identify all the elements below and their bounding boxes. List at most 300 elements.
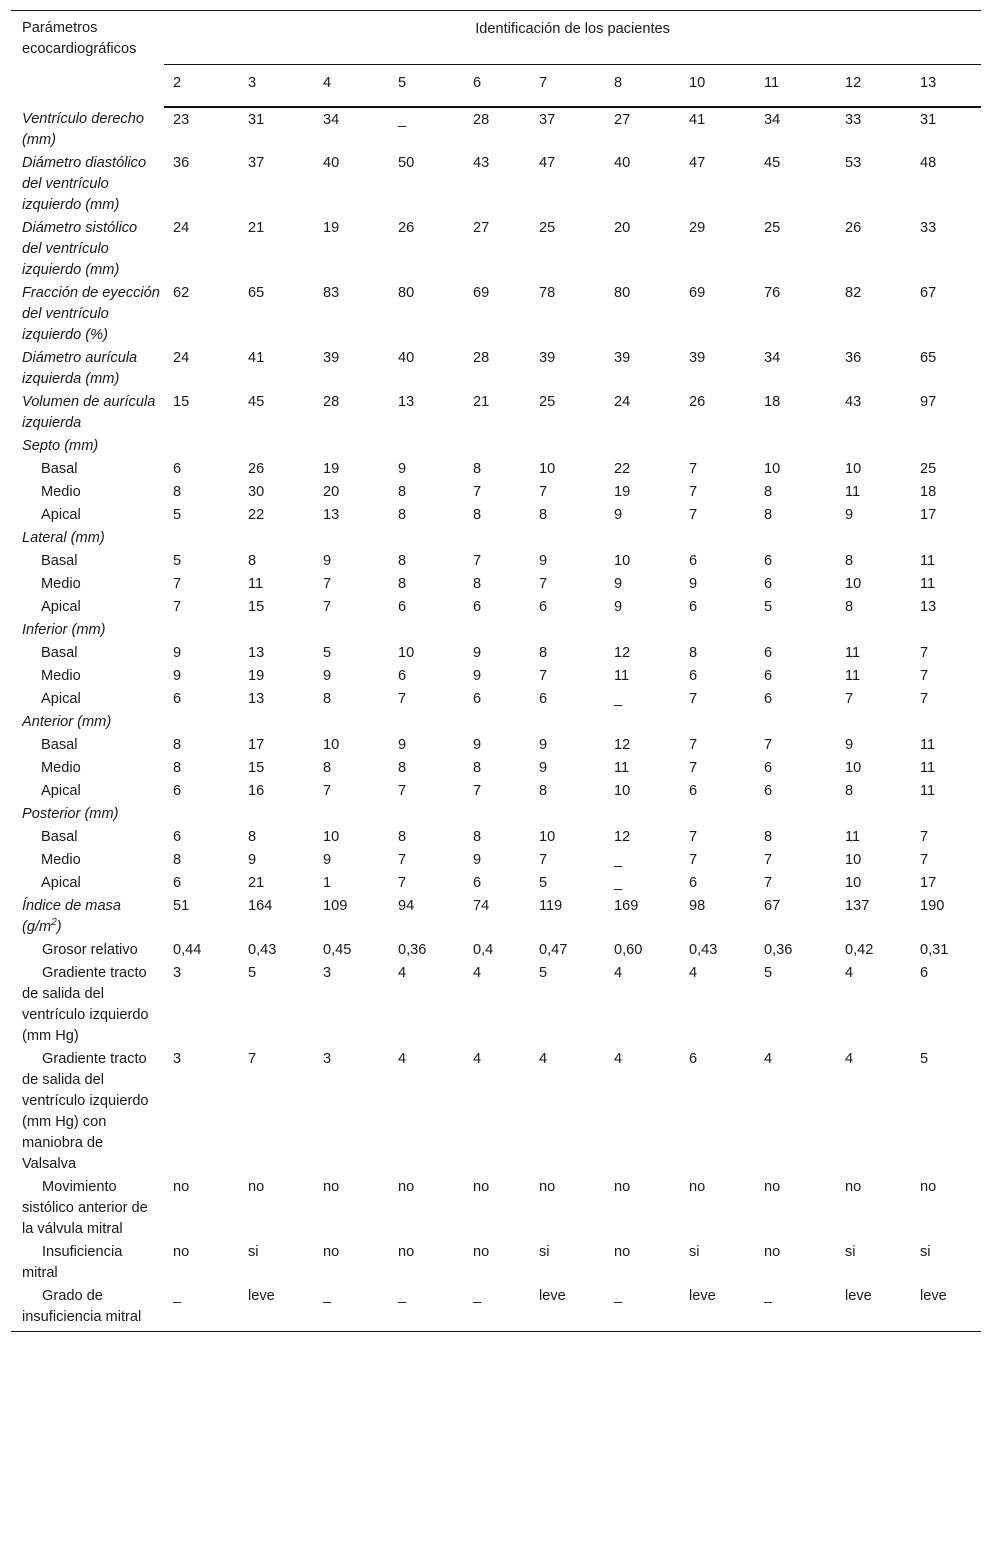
cell-value: 69 xyxy=(689,285,706,301)
cell-value: 0,44 xyxy=(173,942,202,958)
cell-value: 18 xyxy=(920,484,937,500)
cell-value: 34 xyxy=(764,350,781,366)
cell-value: 8 xyxy=(473,461,482,477)
table-row xyxy=(11,457,981,480)
cell-value: 7 xyxy=(539,852,548,868)
row-label-text: Apical xyxy=(41,783,81,799)
cell-value: 80 xyxy=(398,285,415,301)
cell-value: 11 xyxy=(920,737,936,753)
cell-value: 65 xyxy=(920,350,937,366)
row-label xyxy=(11,107,164,151)
cell-value: 15 xyxy=(248,760,265,776)
patient-id-header: 7 xyxy=(530,65,605,108)
cell-value: 37 xyxy=(248,155,265,171)
cell-value: 0,43 xyxy=(689,942,718,958)
row-label-text: Medio xyxy=(41,760,81,776)
cell-value: 7 xyxy=(248,1051,257,1067)
cell-value: 6 xyxy=(173,875,182,891)
cell-value: _ xyxy=(614,875,623,891)
cell-value: _ xyxy=(464,1284,530,1332)
cell-value: 164 xyxy=(248,898,273,914)
row-label-text: Volumen de aurícula izquierda xyxy=(22,394,156,431)
cell-value: 6 xyxy=(689,599,698,615)
table-row xyxy=(11,390,981,434)
cell-value: 6 xyxy=(398,668,407,684)
row-label xyxy=(11,434,164,457)
cell-value: 41 xyxy=(248,350,265,366)
cell-value: 5 xyxy=(323,645,332,661)
cell-value: 9 xyxy=(473,852,482,868)
cell-value: 8 xyxy=(473,760,482,776)
cell-value: 40 xyxy=(323,155,340,171)
cell-value: 7 xyxy=(539,484,548,500)
cell-value: 37 xyxy=(539,112,556,128)
cell-value: 39 xyxy=(689,350,706,366)
cell-value: 7 xyxy=(764,875,773,891)
cell-value: 109 xyxy=(323,898,348,914)
row-label xyxy=(11,595,164,618)
cell-value: 0,60 xyxy=(614,942,643,958)
cell-value: 10 xyxy=(845,875,862,891)
row-label-text: Fracción de eyección del ventrículo izquierdo (%) xyxy=(22,285,160,343)
cell-value: 9 xyxy=(173,668,182,684)
cell-value: 98 xyxy=(689,898,706,914)
cell-value: 25 xyxy=(920,461,937,477)
cell-value: 8 xyxy=(173,737,182,753)
cell-value: 48 xyxy=(920,155,937,171)
cell-value: 47 xyxy=(689,155,706,171)
table-row xyxy=(11,1175,981,1240)
header-row xyxy=(11,11,981,65)
cell-value: 3 xyxy=(173,965,182,981)
row-label xyxy=(11,848,164,871)
cell-value: 39 xyxy=(539,350,556,366)
cell-value: 8 xyxy=(398,507,407,523)
cell-value: 8 xyxy=(248,553,257,569)
cell-value: 9 xyxy=(323,852,332,868)
cell-value: no xyxy=(323,1179,340,1195)
cell-value: _ xyxy=(614,691,623,707)
cell-value: no xyxy=(398,1244,415,1260)
cell-value: 169 xyxy=(614,898,639,914)
row-label xyxy=(11,480,164,503)
cell-value: 0,47 xyxy=(539,942,568,958)
table-row xyxy=(11,664,981,687)
cell-value: 4 xyxy=(845,1051,854,1067)
cell-value: 33 xyxy=(845,112,862,128)
row-label xyxy=(11,664,164,687)
cell-value: no xyxy=(398,1179,415,1195)
cell-value: 26 xyxy=(248,461,265,477)
row-label-text: Apical xyxy=(41,507,81,523)
cell-value: 4 xyxy=(539,1051,548,1067)
row-label xyxy=(11,390,164,434)
cell-value: 65 xyxy=(248,285,265,301)
row-label-text: Gradiente tracto de salida del ventrículo izquierdo (mm Hg) con maniobra de Valsalva xyxy=(22,1051,149,1172)
cell-value: 9 xyxy=(845,507,854,523)
cell-value: 45 xyxy=(764,155,781,171)
cell-value: 19 xyxy=(323,461,340,477)
cell-value: 39 xyxy=(323,350,340,366)
cell-value: 27 xyxy=(614,112,631,128)
cell-value: 21 xyxy=(248,875,265,891)
cell-value: 6 xyxy=(398,599,407,615)
row-label xyxy=(11,1284,164,1332)
cell-value: 5 xyxy=(173,553,182,569)
table-row xyxy=(11,871,981,894)
section-row xyxy=(11,710,981,733)
cell-value: 11 xyxy=(920,760,936,776)
cell-value: 9 xyxy=(473,668,482,684)
cell-value: 0,4 xyxy=(473,942,494,958)
table-row xyxy=(11,595,981,618)
cell-value: 8 xyxy=(398,829,407,845)
row-label xyxy=(11,802,164,825)
table-row xyxy=(11,503,981,526)
row-label-text: Medio xyxy=(41,668,81,684)
cell-value: 3 xyxy=(323,965,332,981)
cell-value: 17 xyxy=(920,507,937,523)
cell-value: 12 xyxy=(614,829,631,845)
cell-value: 53 xyxy=(845,155,862,171)
row-label-text: Grosor relativo xyxy=(42,942,138,958)
cell-value: 8 xyxy=(473,829,482,845)
cell-value: 7 xyxy=(323,783,332,799)
cell-value: si xyxy=(920,1244,931,1260)
cell-value: no xyxy=(248,1179,265,1195)
table-row xyxy=(11,779,981,802)
table-row xyxy=(11,151,981,216)
cell-value: leve xyxy=(239,1284,314,1332)
cell-value: 7 xyxy=(689,691,698,707)
row-label xyxy=(11,526,164,549)
table-row xyxy=(11,1240,981,1284)
row-label-text: Basal xyxy=(41,829,78,845)
cell-value: 43 xyxy=(845,394,862,410)
cell-value: 10 xyxy=(764,461,781,477)
cell-value: 6 xyxy=(764,783,773,799)
row-label xyxy=(11,503,164,526)
cell-value: 7 xyxy=(920,852,929,868)
cell-value: 3 xyxy=(323,1051,332,1067)
cell-value: leve xyxy=(836,1284,911,1332)
cell-value: 8 xyxy=(764,484,773,500)
cell-value: 82 xyxy=(845,285,862,301)
cell-value: 10 xyxy=(323,737,340,753)
table-row xyxy=(11,480,981,503)
row-label-text: Insuficiencia mitral xyxy=(22,1244,123,1281)
cell-value: 6 xyxy=(764,553,773,569)
cell-value: 6 xyxy=(764,668,773,684)
cell-value: 12 xyxy=(614,737,631,753)
cell-value: 4 xyxy=(689,965,698,981)
row-label xyxy=(11,1047,164,1175)
table-row xyxy=(11,1284,981,1332)
cell-value: 9 xyxy=(323,668,332,684)
cell-value: 6 xyxy=(473,599,482,615)
cell-value: si xyxy=(248,1244,259,1260)
row-label xyxy=(11,825,164,848)
cell-value: 6 xyxy=(764,760,773,776)
cell-value: 9 xyxy=(398,461,407,477)
cell-value: 9 xyxy=(614,599,623,615)
cell-value: 4 xyxy=(473,1051,482,1067)
cell-value: 10 xyxy=(539,829,556,845)
cell-value: 6 xyxy=(173,461,182,477)
row-label-text: Inferior (mm) xyxy=(22,622,106,638)
cell-value: 9 xyxy=(539,553,548,569)
cell-value: 67 xyxy=(764,898,781,914)
cell-value: 45 xyxy=(248,394,265,410)
section-row xyxy=(11,526,981,549)
cell-value: _ xyxy=(314,1284,389,1332)
cell-value: 41 xyxy=(689,112,706,128)
table-row xyxy=(11,961,981,1047)
cell-value: 23 xyxy=(173,112,190,128)
cell-value: 5 xyxy=(539,875,548,891)
row-label-text: Apical xyxy=(41,691,81,707)
row-label-text: Gradiente tracto de salida del ventrículo izquierdo (mm Hg) xyxy=(22,965,149,1044)
row-label-text: Anterior (mm) xyxy=(22,714,112,730)
echo-parameters-table xyxy=(11,10,981,1332)
cell-value: 5 xyxy=(248,965,257,981)
cell-value: 10 xyxy=(614,553,631,569)
cell-value: 7 xyxy=(173,576,182,592)
cell-value: 29 xyxy=(689,220,706,236)
cell-value: 4 xyxy=(764,1051,773,1067)
cell-value: 7 xyxy=(764,737,773,753)
row-label xyxy=(11,687,164,710)
cell-value: no xyxy=(920,1179,937,1195)
table-body xyxy=(11,107,981,1332)
section-row xyxy=(11,434,981,457)
row-label-text: Medio xyxy=(41,576,81,592)
cell-value: 9 xyxy=(689,576,698,592)
cell-value: 11 xyxy=(845,484,861,500)
cell-value: 11 xyxy=(614,760,630,776)
cell-value: 6 xyxy=(920,965,929,981)
cell-value: 8 xyxy=(539,645,548,661)
cell-value: 25 xyxy=(539,220,556,236)
cell-value: 119 xyxy=(539,898,563,914)
row-label-text: Índice de masa (g/m xyxy=(22,898,121,935)
cell-value: 7 xyxy=(689,737,698,753)
cell-value: 8 xyxy=(473,576,482,592)
cell-value: 9 xyxy=(473,645,482,661)
cell-value: 4 xyxy=(845,965,854,981)
cell-value: 6 xyxy=(689,1051,698,1067)
row-label-text: Diámetro aurícula izquierda (mm) xyxy=(22,350,138,387)
cell-value: no xyxy=(173,1179,190,1195)
cell-value: 15 xyxy=(248,599,265,615)
cell-value: 4 xyxy=(398,965,407,981)
cell-value: 97 xyxy=(920,394,937,410)
row-label xyxy=(11,457,164,480)
cell-value: 19 xyxy=(248,668,265,684)
row-label-text: Apical xyxy=(41,875,81,891)
cell-value: 7 xyxy=(473,553,482,569)
cell-value: 21 xyxy=(248,220,265,236)
table-row xyxy=(11,687,981,710)
row-label xyxy=(11,346,164,390)
row-label xyxy=(11,938,164,961)
cell-value: 13 xyxy=(323,507,340,523)
row-label xyxy=(11,1175,164,1240)
cell-value: 7 xyxy=(764,852,773,868)
cell-value: 11 xyxy=(248,576,264,592)
table-row xyxy=(11,641,981,664)
cell-value: 36 xyxy=(173,155,190,171)
cell-value: 5 xyxy=(539,965,548,981)
cell-value: 0,36 xyxy=(764,942,793,958)
row-label xyxy=(11,572,164,595)
cell-value: 13 xyxy=(248,691,265,707)
cell-value: 6 xyxy=(689,875,698,891)
cell-value: 7 xyxy=(920,645,929,661)
cell-value: 10 xyxy=(845,852,862,868)
table-row xyxy=(11,756,981,779)
cell-value: 8 xyxy=(473,507,482,523)
row-label xyxy=(11,961,164,1047)
cell-value: _ xyxy=(755,1284,836,1332)
cell-value: 11 xyxy=(920,553,936,569)
row-label xyxy=(11,281,164,346)
cell-value: 11 xyxy=(920,783,936,799)
cell-value: 9 xyxy=(614,507,623,523)
patients-group-header: Identificación de los pacientes xyxy=(475,21,670,37)
cell-value: 7 xyxy=(689,760,698,776)
cell-value: 40 xyxy=(398,350,415,366)
row-label-text: Ventrículo derecho (mm) xyxy=(22,111,144,148)
cell-value: 25 xyxy=(764,220,781,236)
cell-value: 6 xyxy=(764,576,773,592)
cell-value: si xyxy=(539,1244,550,1260)
cell-value: 6 xyxy=(473,875,482,891)
cell-value: 7 xyxy=(689,461,698,477)
cell-value: 76 xyxy=(764,285,781,301)
cell-value: 8 xyxy=(764,829,773,845)
table-row xyxy=(11,549,981,572)
table-row xyxy=(11,281,981,346)
cell-value: 6 xyxy=(764,691,773,707)
cell-value: 5 xyxy=(173,507,182,523)
patient-id-header: 13 xyxy=(911,65,981,108)
cell-value: 10 xyxy=(845,760,862,776)
cell-value: si xyxy=(845,1244,856,1260)
cell-value: 8 xyxy=(248,829,257,845)
cell-value: leve xyxy=(680,1284,755,1332)
cell-value: 8 xyxy=(323,691,332,707)
cell-value: 0,31 xyxy=(920,942,949,958)
cell-value: 31 xyxy=(248,112,265,128)
cell-value: no xyxy=(764,1179,781,1195)
cell-value: 8 xyxy=(398,576,407,592)
cell-value: 8 xyxy=(764,507,773,523)
cell-value: 10 xyxy=(845,461,862,477)
cell-value: 94 xyxy=(398,898,415,914)
cell-value: 10 xyxy=(845,576,862,592)
row-label xyxy=(11,871,164,894)
cell-value: 30 xyxy=(248,484,265,500)
cell-value: 7 xyxy=(323,599,332,615)
cell-value: 4 xyxy=(614,1051,623,1067)
cell-value: 4 xyxy=(473,965,482,981)
cell-value: 20 xyxy=(614,220,631,236)
cell-value: 10 xyxy=(323,829,340,845)
cell-value: 7 xyxy=(398,783,407,799)
cell-value: 69 xyxy=(473,285,490,301)
row-label xyxy=(11,151,164,216)
row-label xyxy=(11,733,164,756)
cell-value: 7 xyxy=(323,576,332,592)
cell-value: 6 xyxy=(689,783,698,799)
cell-value: 24 xyxy=(173,220,190,236)
cell-value: _ xyxy=(389,1284,464,1332)
cell-value: 9 xyxy=(614,576,623,592)
cell-value: 10 xyxy=(539,461,556,477)
cell-value: 0,36 xyxy=(398,942,427,958)
cell-value: 17 xyxy=(920,875,937,891)
patient-id-header: 10 xyxy=(680,65,755,108)
row-label-text: Apical xyxy=(41,599,81,615)
cell-value: 18 xyxy=(764,394,781,410)
cell-value: 7 xyxy=(398,875,407,891)
cell-value: 5 xyxy=(920,1051,929,1067)
cell-value: 19 xyxy=(614,484,631,500)
cell-value: 11 xyxy=(920,576,936,592)
cell-value: 19 xyxy=(323,220,340,236)
patient-id-header: 11 xyxy=(755,65,836,108)
cell-value: 5 xyxy=(764,965,773,981)
table-row xyxy=(11,346,981,390)
cell-value: 8 xyxy=(173,484,182,500)
cell-value: 39 xyxy=(614,350,631,366)
cell-value: 7 xyxy=(689,852,698,868)
cell-value: 9 xyxy=(845,737,854,753)
cell-value: 8 xyxy=(689,645,698,661)
cell-value: 6 xyxy=(689,668,698,684)
row-label xyxy=(11,1240,164,1284)
table-row xyxy=(11,848,981,871)
row-label xyxy=(11,779,164,802)
patient-id-header: 3 xyxy=(239,65,314,108)
cell-value: 7 xyxy=(920,829,929,845)
superscript: 2 xyxy=(51,917,57,929)
cell-value: 7 xyxy=(689,507,698,523)
table-row xyxy=(11,107,981,151)
cell-value: _ xyxy=(614,852,623,868)
cell-value: no xyxy=(614,1244,631,1260)
cell-value: 8 xyxy=(845,783,854,799)
cell-value: 8 xyxy=(539,783,548,799)
row-label-text: Lateral (mm) xyxy=(22,530,105,546)
cell-value: 36 xyxy=(845,350,862,366)
cell-value: no xyxy=(614,1179,631,1195)
cell-value: 0,45 xyxy=(323,942,352,958)
cell-value: 7 xyxy=(539,576,548,592)
cell-value: 28 xyxy=(473,112,490,128)
cell-value: 28 xyxy=(323,394,340,410)
cell-value: 15 xyxy=(173,394,190,410)
cell-value: 7 xyxy=(173,599,182,615)
table-row xyxy=(11,825,981,848)
cell-value: 7 xyxy=(539,668,548,684)
param-header: Parámetros ecocardiográficos xyxy=(22,20,137,57)
row-label-end: ) xyxy=(56,919,62,935)
cell-value: 137 xyxy=(845,898,870,914)
cell-value: no xyxy=(539,1179,556,1195)
row-label-text: Posterior (mm) xyxy=(22,806,119,822)
